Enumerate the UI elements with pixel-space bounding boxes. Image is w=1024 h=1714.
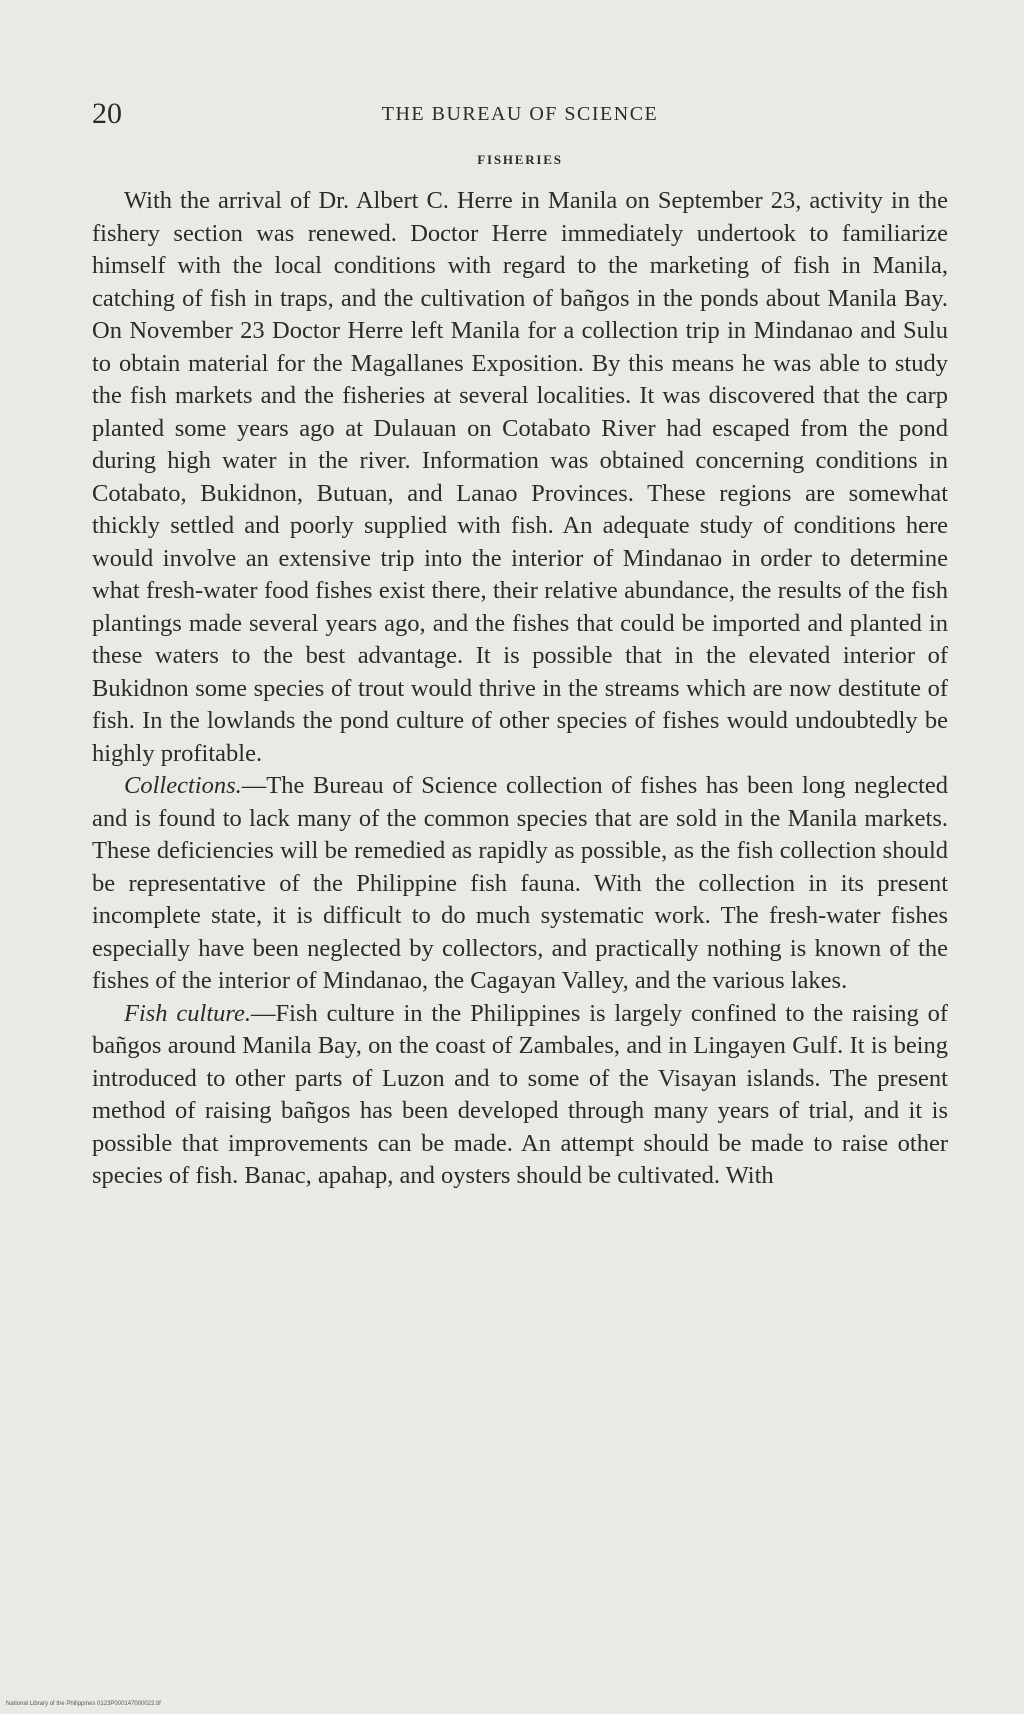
page-number: 20 [92, 97, 122, 130]
paragraph-lead-fish-culture: Fish culture. [124, 999, 252, 1027]
paragraph-text: With the arrival of Dr. Albert C. Herre in Manila on September 23, activity in the fishery section was renewed. Doctor Herre immediately undertook to familiarize himself with the local conditions with regard to the marketing of fish in Manila, catching of fish in traps, and the cultivation of bañgos in the ponds about Manila Bay. On November 23 Doctor Herre left Manila for a collection trip in Mindanao and Sulu to obtain material for the Magallanes Exposition. By this means he was able to study the fish markets and the fisheries at several localities. It was discovered that the carp planted some years ago at Dulauan on Cotabato River had escaped from the pond during high water in the river. Information was obtained concerning conditions in Cotabato, Bukidnon, Butuan, and Lanao Provinces. These regions are somewhat thickly settled and poorly supplied with fish. An adequate study of conditions here would involve an extensive trip into the interior of Mindanao in order to determine what fresh-water food fishes exist there, their relative abundance, the results of the fish plantings made several years ago, and the fishes that could be imported and planted in these waters to the best advantage. It is possible that in the elevated interior of Bukidnon some species of trout would thrive in the streams which are now destitute of fish. In the lowlands the pond culture of other species of fishes would undoubtedly be highly profitable. [92, 187, 948, 767]
running-title: THE BUREAU OF SCIENCE [381, 103, 659, 125]
paragraph-text: —Fish culture in the Philippines is largely confined to the raising of bañgos around Manila Bay, on the coast of Zambales, and in Lingayen Gulf. It is being introduced to other parts of Luzon and to some of the Visayan islands. The present method of raising bañgos has been developed through many years of trial, and it is possible that improvements can be made. An attempt should be made to raise other species of fish. Banac, apahap, and oysters should be cultivated. With [92, 999, 948, 1189]
page-header [92, 96, 948, 136]
section-heading: FISHERIES [477, 152, 563, 167]
paragraph-collections [92, 770, 948, 998]
paragraph-text: —The Bureau of Science collection of fishes has been long neglected and is found to lack many of the common species that are sold in the Manila markets. These deficiencies will be remedied as rapidly as possible, as the fish collection should be representative of the Philippine fish fauna. With the collection in its present incomplete state, it is difficult to do much systematic work. The fresh-water fishes especially have been neglected by collectors, and practically nothing is known of the fishes of the interior of Mindanao, the Cagayan Valley, and the various lakes. [92, 772, 948, 994]
paragraph-lead-collections: Collections. [124, 772, 242, 799]
paragraph-fisheries-intro [92, 185, 948, 770]
paragraph-fish-culture [92, 998, 948, 1193]
body-text [92, 185, 948, 1193]
scan-footer-note: National Library of the Philippines 0123P000147000022.tif [6, 1701, 161, 1707]
